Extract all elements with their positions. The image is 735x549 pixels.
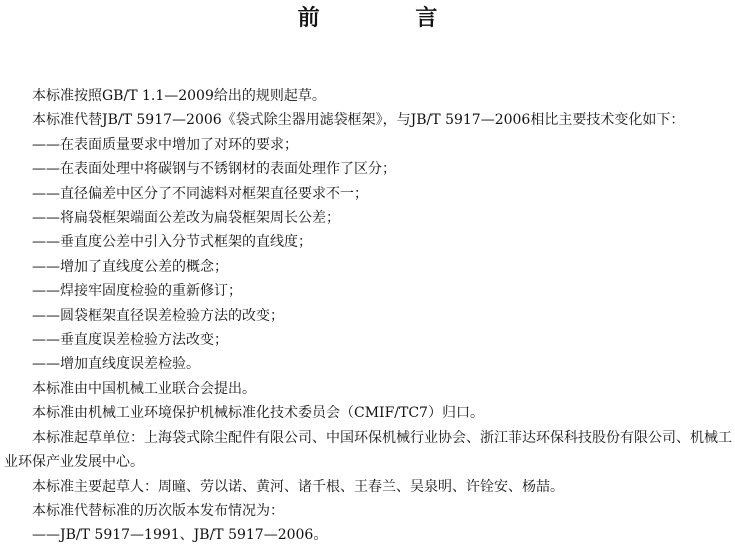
change-item: ——增加直线度误差检验。	[32, 356, 200, 373]
paragraph-replaces-standard: 本标准代替JB/T 5917—2006《袋式除尘器用滤袋框架》，与JB/T 5917—2006相比主要技术变化如下：	[32, 112, 685, 129]
document-body	[4, 84, 732, 548]
change-item: ——在表面处理中将碳钢与不锈钢材的表面处理作了区分；	[32, 161, 396, 178]
paragraph-centralized-by: 本标准由机械工业环境保护机械标准化技术委员会（CMIF/TC7）归口。	[32, 405, 484, 422]
change-item: ——直径偏差中区分了不同滤料对框架直径要求不一；	[32, 185, 368, 202]
paragraph-drafting-units: 本标准起草单位：上海袋式除尘配件有限公司、中国环保机械行业协会、浙江菲达环保科技股份有限公司、机械工业环保产业发展中心。	[4, 429, 732, 471]
paragraph-drafting-rules: 本标准按照GB/T 1.1—2009给出的规则起草。	[32, 88, 326, 104]
change-item: ——圆袋框架直径误差检验方法的改变；	[32, 307, 284, 324]
change-item: ——垂直度误差检验方法改变；	[32, 332, 228, 349]
change-item: ——在表面质量要求中增加了对环的要求；	[32, 136, 298, 153]
paragraph-previous-versions: 本标准代替标准的历次版本发布情况为：	[32, 502, 284, 519]
change-item: ——焊接牢固度检验的重新修订；	[32, 283, 242, 300]
change-item: ——增加了直线度公差的概念；	[32, 258, 228, 275]
previous-versions-list: ——JB/T 5917—1991、JB/T 5917—2006。	[32, 527, 328, 544]
change-item: ——垂直度公差中引入分节式框架的直线度；	[32, 234, 312, 251]
paragraph-main-drafters: 本标准主要起草人：周曈、劳以诺、黄河、诸千根、王春兰、吴泉明、许铨安、杨喆。	[32, 478, 564, 495]
page-title: 前 言	[297, 6, 482, 31]
change-item: ——将扁袋框架端面公差改为扁袋框架周长公差；	[32, 210, 340, 227]
paragraph-proposed-by: 本标准由中国机械工业联合会提出。	[32, 380, 256, 397]
